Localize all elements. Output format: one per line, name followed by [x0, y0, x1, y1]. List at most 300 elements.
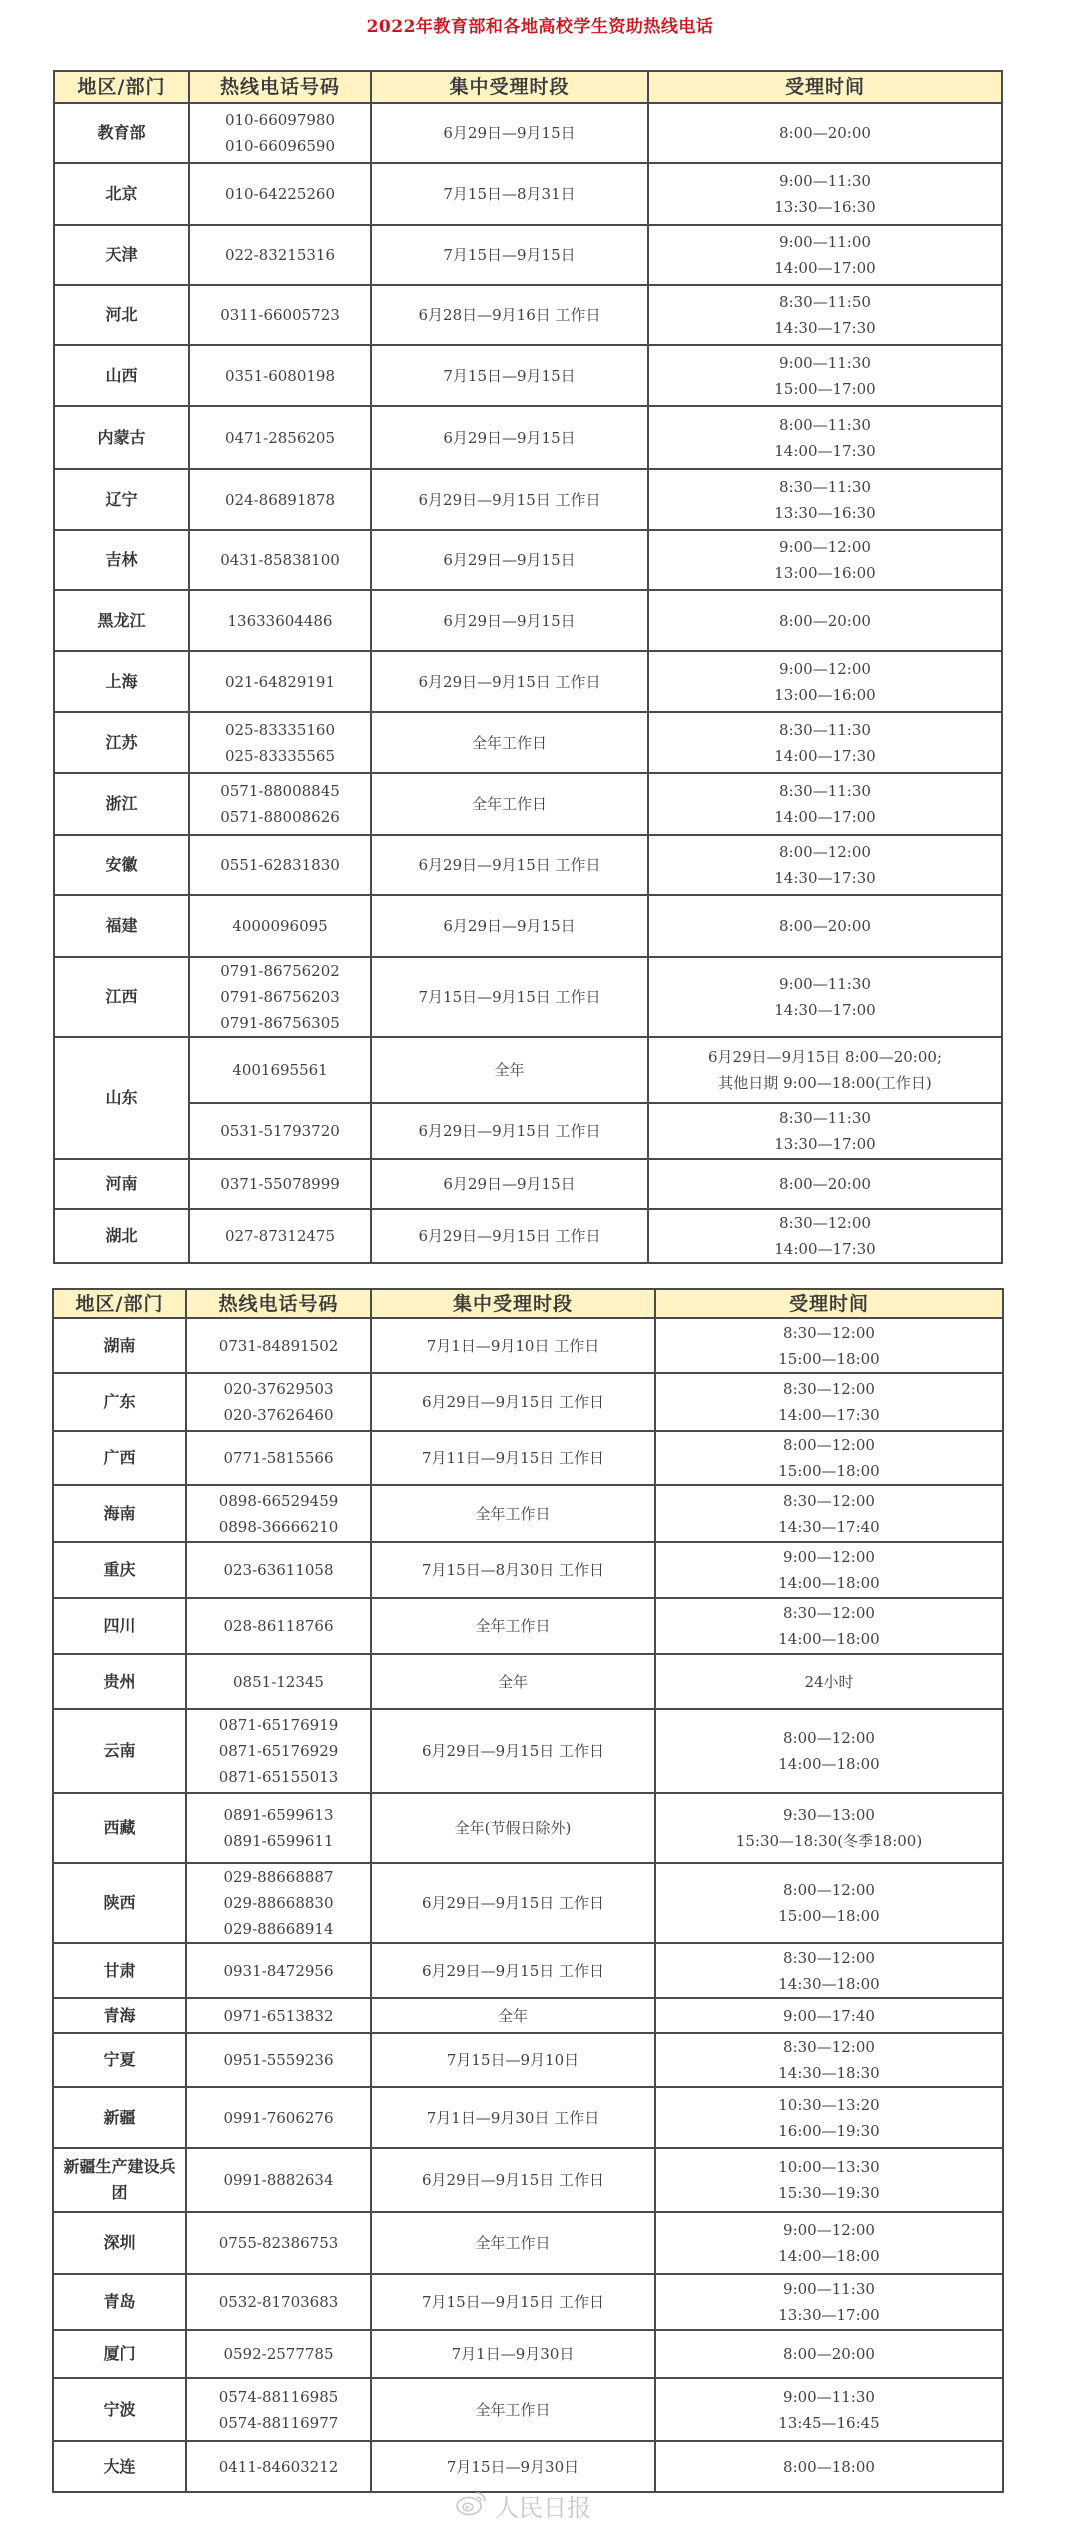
hours-range: 14:00—17:00	[774, 808, 876, 826]
phone-number: 0431-85838100	[220, 551, 340, 569]
region-cell: 湖北	[54, 1209, 189, 1263]
phone-cell	[189, 835, 371, 895]
table-row	[53, 1998, 1003, 2033]
period-cell: 全年工作日	[371, 2212, 655, 2274]
period-cell: 7月15日—9月10日	[371, 2033, 655, 2087]
phone-cell	[189, 1209, 371, 1263]
hours-range: 24小时	[804, 1672, 854, 1691]
phone-number: 0755-82386753	[218, 2234, 339, 2252]
hours-range: 9:00—11:30	[779, 172, 871, 190]
hours-range: 14:00—17:30	[778, 1406, 880, 1424]
phone-cell	[186, 2212, 371, 2274]
hours-range: 8:00—20:00	[779, 1175, 871, 1193]
table-row	[53, 1542, 1003, 1598]
region-cell: 上海	[54, 651, 189, 712]
period-cell: 7月15日—9月15日 工作日	[371, 957, 648, 1037]
period-cell: 全年工作日	[371, 1598, 655, 1654]
hours-range: 9:00—12:00	[783, 1548, 875, 1566]
period-cell: 6月29日—9月15日 工作日	[371, 1709, 655, 1793]
table-row	[54, 895, 1002, 957]
period-cell: 全年(节假日除外)	[371, 1793, 655, 1863]
hours-cell	[655, 1654, 1003, 1709]
table-row	[54, 406, 1002, 469]
period-cell: 6月29日—9月15日	[371, 406, 648, 469]
hours-cell	[648, 285, 1002, 345]
period-cell: 6月29日—9月15日 工作日	[371, 1209, 648, 1263]
table-row	[54, 1103, 1002, 1159]
hours-cell	[648, 590, 1002, 651]
region-cell: 内蒙古	[54, 406, 189, 469]
phone-cell	[186, 1709, 371, 1793]
region-cell: 天津	[54, 225, 189, 285]
hours-cell	[655, 1485, 1003, 1542]
table-row	[54, 285, 1002, 345]
phone-cell	[186, 1373, 371, 1431]
hours-cell	[655, 2441, 1003, 2492]
phone-number: 0991-8882634	[223, 2171, 334, 2189]
phone-number: 0532-81703683	[218, 2293, 339, 2311]
phone-number: 0571-88008626	[220, 808, 340, 826]
period-cell: 全年	[371, 1654, 655, 1709]
hours-range: 13:00—16:00	[774, 685, 876, 704]
phone-number: 022-83215316	[224, 246, 336, 264]
table-row	[53, 1485, 1003, 1542]
phone-number: 0411-84603212	[218, 2457, 339, 2476]
table-row	[54, 957, 1002, 1037]
phone-cell	[186, 1793, 371, 1863]
phone-number: 028-86118766	[223, 1617, 334, 1635]
hours-range: 16:00—19:30	[778, 2121, 880, 2140]
phone-cell	[189, 712, 371, 773]
phone-number: 0971-6513832	[223, 2006, 334, 2025]
table-row	[53, 1654, 1003, 1709]
hours-range: 9:00—11:30	[779, 975, 871, 993]
phone-number: 0871-65176919	[218, 1716, 339, 1734]
hours-range: 9:00—12:00	[783, 2221, 875, 2239]
phone-number: 0898-66529459	[218, 1491, 339, 1510]
phone-number: 010-64225260	[224, 185, 336, 203]
table-row	[53, 2033, 1003, 2087]
hours-cell	[648, 957, 1002, 1037]
phone-number: 0991-7606276	[223, 2108, 334, 2127]
period-cell: 6月29日—9月15日 工作日	[371, 1373, 655, 1431]
hours-range: 8:00—20:00	[783, 2345, 875, 2363]
phone-number: 0891-6599613	[223, 1806, 334, 1824]
hours-range: 14:00—18:00	[778, 1755, 880, 1773]
hours-range: 9:30—13:00	[783, 1806, 875, 1824]
phone-number: 020-37629503	[223, 1380, 334, 1398]
phone-number: 4000096095	[232, 917, 328, 935]
weibo-logo-icon	[455, 2487, 489, 2523]
phone-number: 0871-65155013	[218, 1768, 339, 1786]
phone-cell	[189, 590, 371, 651]
hours-cell	[648, 1159, 1002, 1209]
hours-range: 13:30—17:00	[778, 2306, 880, 2324]
phone-number: 027-87312475	[224, 1227, 336, 1245]
header-period: 集中受理时段	[371, 1289, 655, 1318]
hours-range: 14:00—17:30	[774, 1240, 876, 1258]
phone-cell	[186, 1654, 371, 1709]
hours-range: 8:30—12:00	[783, 1323, 875, 1342]
period-cell: 6月29日—9月15日	[371, 103, 648, 163]
hours-cell	[655, 1431, 1003, 1485]
region-cell: 陕西	[53, 1863, 186, 1943]
period-cell: 7月11日—9月15日 工作日	[371, 1431, 655, 1485]
phone-number: 4001695561	[232, 1061, 328, 1079]
period-cell: 7月15日—9月15日	[371, 345, 648, 406]
table-row	[54, 712, 1002, 773]
phone-number: 023-63611058	[223, 1561, 334, 1579]
phone-number: 0311-66005723	[220, 306, 340, 324]
phone-number: 0471-2856205	[224, 428, 336, 447]
phone-cell	[186, 1998, 371, 2033]
hours-range: 8:00—11:30	[779, 415, 871, 434]
phone-cell	[189, 469, 371, 530]
region-cell: 海南	[53, 1485, 186, 1542]
phone-cell	[186, 2033, 371, 2087]
period-cell: 7月1日—9月30日	[371, 2330, 655, 2378]
phone-number: 029-88668830	[223, 1894, 334, 1912]
region-cell: 教育部	[54, 103, 189, 163]
period-cell: 6月29日—9月15日 工作日	[371, 2148, 655, 2212]
table-row	[54, 773, 1002, 835]
phone-cell	[186, 1943, 371, 1998]
table-row	[54, 590, 1002, 651]
hours-cell	[648, 651, 1002, 712]
hours-range: 9:00—11:30	[779, 353, 871, 372]
hours-range: 9:00—17:40	[783, 2006, 875, 2025]
period-cell: 6月29日—9月15日	[371, 1159, 648, 1209]
phone-number: 13633604486	[227, 611, 333, 630]
hours-range: 14:30—17:30	[774, 319, 876, 337]
hours-range: 13:45—16:45	[778, 2413, 880, 2432]
header-phone: 热线电话号码	[186, 1289, 371, 1318]
period-cell: 6月29日—9月15日 工作日	[371, 1103, 648, 1159]
table-row	[53, 1863, 1003, 1943]
hours-range: 14:00—18:00	[778, 1574, 880, 1592]
region-cell: 厦门	[53, 2330, 186, 2378]
table-row	[54, 1209, 1002, 1263]
hours-cell	[648, 225, 1002, 285]
hours-range: 14:00—18:00	[778, 2247, 880, 2265]
phone-number: 0951-5559236	[223, 2051, 334, 2069]
period-cell: 7月15日—8月30日 工作日	[371, 1542, 655, 1598]
phone-number: 0791-86756203	[220, 988, 340, 1006]
hours-range: 8:00—20:00	[779, 611, 871, 630]
region-cell: 宁波	[53, 2378, 186, 2441]
table-row	[53, 1373, 1003, 1431]
phone-number: 0351-6080198	[224, 366, 336, 385]
phone-number: 0891-6599611	[223, 1832, 334, 1850]
hours-range: 8:00—12:00	[783, 1729, 875, 1747]
hours-range: 10:00—13:30	[778, 2158, 880, 2176]
hours-range: 9:00—12:00	[779, 659, 871, 678]
period-cell: 6月28日—9月16日 工作日	[371, 285, 648, 345]
phone-number: 029-88668887	[223, 1868, 334, 1886]
table-row	[53, 2274, 1003, 2330]
period-cell: 7月15日—9月30日	[371, 2441, 655, 2492]
hours-range: 9:00—11:30	[783, 2387, 875, 2406]
hours-range: 8:00—12:00	[783, 1881, 875, 1899]
region-cell: 青海	[53, 1998, 186, 2033]
hours-cell	[648, 712, 1002, 773]
region-cell: 湖南	[53, 1318, 186, 1373]
table-row	[53, 1598, 1003, 1654]
header-hours: 受理时间	[655, 1289, 1003, 1318]
hours-cell	[655, 1943, 1003, 1998]
period-cell: 全年工作日	[371, 712, 648, 773]
hours-cell	[655, 2148, 1003, 2212]
phone-cell	[189, 163, 371, 225]
phone-number: 0574-88116985	[218, 2387, 339, 2406]
region-cell: 新疆生产建设兵团	[53, 2148, 186, 2212]
region-cell: 深圳	[53, 2212, 186, 2274]
phone-number: 029-88668914	[223, 1920, 334, 1938]
table-row	[53, 1793, 1003, 1863]
region-cell: 四川	[53, 1598, 186, 1654]
table-header-row	[53, 1289, 1003, 1318]
phone-cell	[189, 895, 371, 957]
hours-range: 8:30—12:00	[783, 1604, 875, 1622]
phone-number: 0898-36666210	[218, 1517, 339, 1536]
region-cell: 黑龙江	[54, 590, 189, 651]
period-cell: 全年工作日	[371, 773, 648, 835]
hours-cell	[648, 1103, 1002, 1159]
hours-range: 8:30—12:00	[783, 1948, 875, 1967]
region-cell: 山东	[54, 1037, 189, 1159]
region-cell: 广东	[53, 1373, 186, 1431]
region-cell: 大连	[53, 2441, 186, 2492]
period-cell: 6月29日—9月15日	[371, 895, 648, 957]
hours-cell	[655, 1373, 1003, 1431]
phone-cell	[186, 2274, 371, 2330]
period-cell: 6月29日—9月15日	[371, 530, 648, 590]
phone-number: 0592-2577785	[223, 2345, 334, 2363]
phone-cell	[189, 1037, 371, 1103]
hours-range: 15:00—18:00	[778, 1462, 880, 1480]
hours-range: 8:00—20:00	[779, 917, 871, 935]
phone-cell	[186, 1863, 371, 1943]
phone-cell	[186, 1542, 371, 1598]
hours-range: 8:00—12:00	[783, 1436, 875, 1454]
hotline-table-2	[52, 1288, 1004, 2493]
hours-cell	[648, 773, 1002, 835]
hours-range: 9:00—11:30	[783, 2280, 875, 2298]
region-cell: 甘肃	[53, 1943, 186, 1998]
hours-cell	[648, 406, 1002, 469]
phone-number: 021-64829191	[224, 672, 336, 691]
hours-cell	[648, 895, 1002, 957]
period-cell: 全年	[371, 1998, 655, 2033]
period-cell: 7月15日—9月15日 工作日	[371, 2274, 655, 2330]
region-cell: 山西	[54, 345, 189, 406]
region-cell: 福建	[54, 895, 189, 957]
hours-range: 14:30—17:00	[774, 1001, 876, 1019]
table-row	[54, 163, 1002, 225]
table-row	[54, 1159, 1002, 1209]
hours-range: 8:00—18:00	[783, 2457, 875, 2476]
page-title: 2022年教育部和各地高校学生资助热线电话	[366, 17, 714, 37]
phone-number: 010-66096590	[224, 137, 336, 155]
period-cell: 7月1日—9月30日 工作日	[371, 2087, 655, 2148]
hours-range: 10:30—13:20	[778, 2095, 880, 2114]
phone-number: 025-83335565	[224, 746, 336, 765]
period-cell: 7月15日—8月31日	[371, 163, 648, 225]
table-row	[53, 1318, 1003, 1373]
region-cell: 江苏	[54, 712, 189, 773]
table-row	[53, 2212, 1003, 2274]
hours-range: 8:30—12:00	[783, 1491, 875, 1510]
phone-cell	[186, 2087, 371, 2148]
table-row	[53, 2087, 1003, 2148]
hours-range: 14:00—17:30	[774, 441, 876, 460]
hours-range: 8:30—12:00	[783, 1380, 875, 1398]
table-row	[53, 1431, 1003, 1485]
period-cell: 6月29日—9月15日 工作日	[371, 1863, 655, 1943]
hours-range: 15:00—18:00	[778, 1349, 880, 1368]
region-cell: 青岛	[53, 2274, 186, 2330]
hours-range: 13:30—17:00	[774, 1135, 876, 1153]
header-region: 地区/部门	[54, 71, 189, 103]
hours-cell	[648, 163, 1002, 225]
hours-range: 8:30—11:30	[779, 477, 871, 496]
phone-cell	[189, 651, 371, 712]
phone-cell	[189, 1159, 371, 1209]
hours-range: 8:30—12:00	[783, 2038, 875, 2056]
phone-number: 025-83335160	[224, 720, 336, 739]
hours-cell	[655, 1709, 1003, 1793]
phone-number: 024-86891878	[224, 490, 336, 509]
phone-number: 0531-51793720	[220, 1122, 340, 1140]
hours-range: 8:30—12:00	[779, 1214, 871, 1232]
table-row	[53, 1943, 1003, 1998]
header-hours: 受理时间	[648, 71, 1002, 103]
hours-cell	[648, 1209, 1002, 1263]
hours-cell	[655, 1318, 1003, 1373]
phone-cell	[186, 2330, 371, 2378]
phone-number: 0851-12345	[233, 1672, 324, 1691]
phone-cell	[186, 1485, 371, 1542]
table-header-row	[54, 71, 1002, 103]
hours-range: 14:30—18:00	[778, 1974, 880, 1993]
hours-range: 14:00—17:00	[774, 259, 876, 277]
hours-cell	[648, 469, 1002, 530]
region-cell: 新疆	[53, 2087, 186, 2148]
region-cell: 江西	[54, 957, 189, 1037]
hours-range: 13:30—16:30	[774, 503, 876, 522]
hours-cell	[655, 1598, 1003, 1654]
region-cell: 云南	[53, 1709, 186, 1793]
phone-cell	[189, 285, 371, 345]
phone-number: 0574-88116977	[218, 2413, 339, 2432]
period-cell: 6月29日—9月15日 工作日	[371, 469, 648, 530]
hours-range: 其他日期 9:00—18:00(工作日)	[718, 1074, 932, 1092]
region-cell: 北京	[54, 163, 189, 225]
header-period: 集中受理时段	[371, 71, 648, 103]
hours-cell	[655, 2378, 1003, 2441]
hours-range: 8:00—20:00	[779, 124, 871, 142]
period-cell: 6月29日—9月15日 工作日	[371, 835, 648, 895]
phone-cell	[189, 103, 371, 163]
period-cell: 7月15日—9月15日	[371, 225, 648, 285]
phone-cell	[189, 1103, 371, 1159]
region-cell: 河北	[54, 285, 189, 345]
phone-cell	[186, 2378, 371, 2441]
table-row	[53, 1709, 1003, 1793]
phone-cell	[186, 2441, 371, 2492]
phone-cell	[186, 1598, 371, 1654]
hours-cell	[648, 103, 1002, 163]
hours-cell	[655, 1793, 1003, 1863]
hours-range: 15:30—19:30	[778, 2184, 880, 2202]
phone-cell	[186, 1431, 371, 1485]
phone-number: 010-66097980	[224, 111, 336, 129]
hotline-table-1	[53, 70, 1003, 1264]
region-cell: 宁夏	[53, 2033, 186, 2087]
table-row	[53, 2148, 1003, 2212]
table-row	[54, 345, 1002, 406]
table-row	[53, 2441, 1003, 2492]
phone-number: 020-37626460	[223, 1406, 334, 1424]
hours-range: 14:30—17:40	[778, 1517, 880, 1536]
period-cell: 6月29日—9月15日	[371, 590, 648, 651]
hours-range: 15:00—17:00	[774, 379, 876, 398]
region-cell: 辽宁	[54, 469, 189, 530]
hours-range: 14:30—18:30	[778, 2064, 880, 2082]
region-cell: 吉林	[54, 530, 189, 590]
hours-cell	[655, 2033, 1003, 2087]
region-cell: 安徽	[54, 835, 189, 895]
phone-cell	[189, 530, 371, 590]
hours-cell	[655, 1863, 1003, 1943]
phone-number: 0871-65176929	[218, 1742, 339, 1760]
phone-number: 0551-62831830	[220, 856, 340, 874]
phone-cell	[189, 225, 371, 285]
header-phone: 热线电话号码	[189, 71, 371, 103]
table-row	[53, 2330, 1003, 2378]
period-cell: 6月29日—9月15日 工作日	[371, 651, 648, 712]
hours-cell	[655, 1998, 1003, 2033]
table-row	[54, 103, 1002, 163]
hours-cell	[655, 2330, 1003, 2378]
hours-range: 15:00—18:00	[778, 1907, 880, 1925]
period-cell: 全年	[371, 1037, 648, 1103]
phone-cell	[186, 1318, 371, 1373]
period-cell: 6月29日—9月15日 工作日	[371, 1943, 655, 1998]
hours-range: 8:30—11:30	[779, 1109, 871, 1127]
table-row	[54, 651, 1002, 712]
hours-cell	[648, 345, 1002, 406]
table-row	[54, 225, 1002, 285]
hours-range: 15:30—18:30(冬季18:00)	[735, 1832, 923, 1850]
period-cell: 7月1日—9月10日 工作日	[371, 1318, 655, 1373]
watermark-text: 人民日报	[495, 2493, 591, 2522]
hours-range: 13:30—16:30	[774, 198, 876, 216]
hours-range: 9:00—11:00	[779, 233, 871, 251]
hours-cell	[655, 1542, 1003, 1598]
region-cell: 广西	[53, 1431, 186, 1485]
phone-number: 0771-5815566	[223, 1449, 334, 1467]
phone-number: 0791-86756202	[220, 962, 340, 980]
watermark	[455, 2490, 591, 2520]
table-row	[54, 1037, 1002, 1103]
table-row	[54, 530, 1002, 590]
hours-range: 14:00—18:00	[778, 1630, 880, 1648]
hours-cell	[655, 2087, 1003, 2148]
hours-cell	[648, 1037, 1002, 1103]
hours-range: 9:00—12:00	[779, 538, 871, 556]
table-row	[53, 2378, 1003, 2441]
